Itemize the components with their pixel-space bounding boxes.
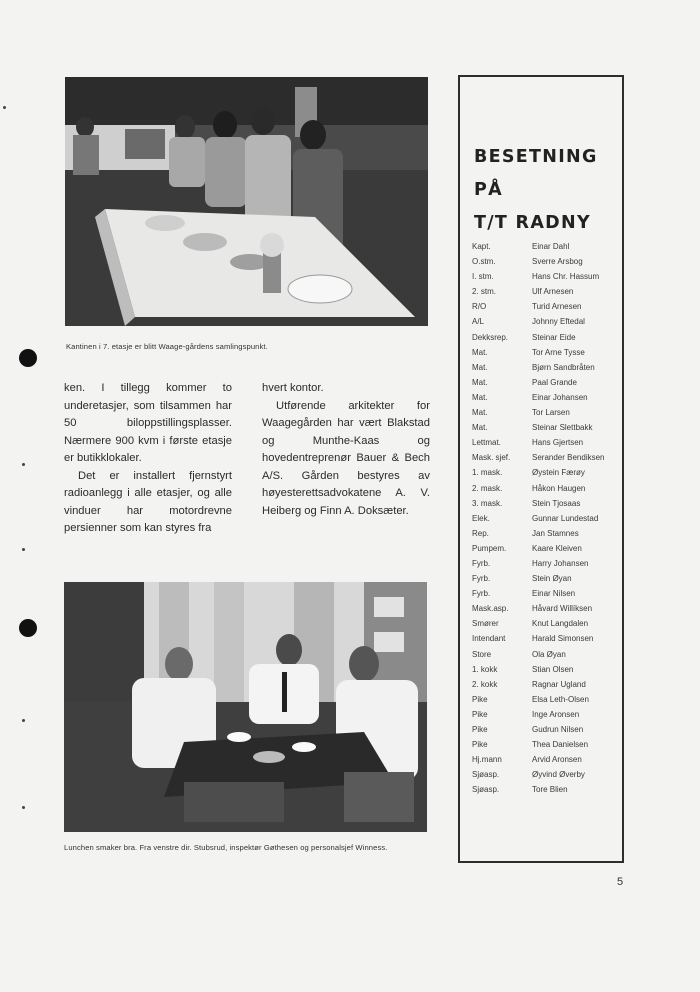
article-column-left [64,380,232,538]
crew-list-box [458,75,624,863]
crew-role: 1. mask. [472,468,503,478]
crew-title-line: T/T RADNY [474,213,591,233]
crew-name: Elsa Leth-Olsen [532,694,589,704]
article-paragraph: hvert kontor. [262,382,324,394]
crew-role: Kapt. [472,242,491,251]
crew-role: Dekksrep. [472,332,509,342]
crew-member-row [472,662,622,677]
crew-member-row [472,496,622,511]
crew-role: I. stm. [472,272,494,282]
crew-title-line: BESETNING PÅ [474,147,598,200]
crew-role: Mask. sjef. [472,453,511,463]
crew-name: Jan Stamnes [532,528,579,538]
crew-member-row [472,586,622,601]
crew-members [472,239,622,797]
crew-member-row [472,511,622,526]
crew-member-row [472,692,622,707]
binder-hole-top [19,349,37,367]
lunch-photo [64,582,427,832]
crew-member-row [472,345,622,360]
margin-mark [3,106,6,109]
crew-name: Einar Nilsen [532,589,576,599]
crew-member-row [472,375,622,390]
crew-name: Arvid Aronsen [532,755,582,765]
crew-name: Stein Øyan [532,574,572,584]
crew-member-row [472,752,622,767]
crew-name: Ragnar Ugland [532,679,586,689]
crew-name: Johnny Eftedal [532,317,585,327]
crew-name: Øystein Færøy [532,468,585,478]
crew-name: Einar Johansen [532,392,588,402]
crew-member-row [472,767,622,782]
crew-member-row [472,737,622,752]
crew-role: Pike [472,725,488,734]
crew-member-row [472,677,622,692]
crew-name: Sverre Arsbog [532,257,583,267]
crew-name: Håkon Haugen [532,483,586,493]
crew-name: Stian Olsen [532,664,574,674]
crew-role: Pumpem. [472,543,507,553]
canteen-photo-caption: Kantinen i 7. etasje er blitt Waage-gårdens samlingspunkt. [66,342,268,351]
crew-name: Tor Arne Tysse [532,347,585,357]
crew-name: Inge Aronsen [532,709,580,719]
crew-member-row [472,405,622,420]
crew-member-row [472,390,622,405]
crew-name: Øyvind Øverby [532,770,585,780]
crew-name: Serander Bendiksen [532,453,605,463]
crew-name: Tor Larsen [532,408,570,418]
crew-member-row [472,435,622,450]
crew-role: Sjøasp. [472,770,500,780]
crew-member-row [472,269,622,284]
binder-hole-bottom [19,619,37,637]
crew-role: Mask.asp. [472,604,509,614]
crew-role: Fyrb. [472,589,491,599]
crew-role: R/O [472,302,487,312]
crew-role: Mat. [472,408,488,418]
crew-member-row [472,360,622,375]
crew-name: Thea Danielsen [532,740,589,750]
crew-member-row [472,541,622,556]
crew-member-row [472,465,622,480]
crew-member-row [472,782,622,797]
crew-role: Mat. [472,377,488,387]
crew-member-row [472,314,622,329]
margin-mark [22,463,25,466]
crew-role: 2. stm. [472,287,497,297]
crew-name: Ola Øyan [532,649,566,659]
crew-role: Mat. [472,392,488,402]
crew-member-row [472,239,622,254]
crew-name: Einar Dahl [532,242,570,251]
crew-name: Gudrun Nilsen [532,725,584,734]
crew-role: Lettmat. [472,438,501,448]
crew-name: Stein Tjosaas [532,498,581,508]
crew-member-row [472,330,622,345]
crew-role: 2. mask. [472,483,503,493]
crew-name: Knut Langdalen [532,619,589,629]
page-number: 5 [617,876,624,888]
crew-role: Mat. [472,347,488,357]
crew-role: Pike [472,740,488,750]
crew-role: Mat. [472,362,488,372]
crew-list-title [474,141,634,240]
crew-role: Hj.mann [472,755,502,765]
crew-name: Steinar Slettbakk [532,423,593,433]
margin-mark [22,806,25,809]
crew-role: 3. mask. [472,498,503,508]
crew-member-row [472,254,622,269]
lunch-photo-caption: Lunchen smaker bra. Fra venstre dir. Stubsrud, inspektør Gøthesen og personalsjef Winness. [64,843,388,852]
crew-member-row [472,647,622,662]
crew-name: Hans Gjertsen [532,438,584,448]
crew-member-row [472,450,622,465]
article-paragraph: Utførende arkitekter for Waagegården har vært Blakstad og Munthe-Kaas og hovedentreprenør Bauer & Bech A/S. Gården bestyres av høyesterettsadvokatene A. V. Heiberg og Finn A. Doksæter. [262,399,430,517]
crew-role: Fyrb. [472,574,491,584]
canteen-photo [65,77,428,326]
crew-member-row [472,707,622,722]
crew-role: 1. kokk [472,664,498,674]
crew-member-row [472,481,622,496]
crew-member-row [472,284,622,299]
article-column-right [262,380,430,520]
crew-member-row [472,571,622,586]
crew-name: Harald Simonsen [532,634,594,644]
margin-mark [22,719,25,722]
crew-role: Pike [472,694,488,704]
margin-mark [22,548,25,551]
crew-name: Bjørn Sandbråten [532,362,595,372]
crew-name: Turid Arnesen [532,302,582,312]
crew-member-row [472,556,622,571]
crew-name: Hans Chr. Hassum [532,272,600,282]
crew-name: Tore Blien [532,785,568,795]
crew-role: Store [472,649,492,659]
crew-role: Sjøasp. [472,785,500,795]
crew-name: Harry Johansen [532,558,589,568]
article-paragraph: Det er installert fjernstyrt radioanlegg i alle etasjer, og alle vinduer har motordrevne persienner som kan styres fra [64,469,232,534]
crew-role: A/L [472,317,485,327]
crew-member-row [472,601,622,616]
crew-role: Rep. [472,528,489,538]
crew-role: 2. kokk [472,679,498,689]
crew-role: Fyrb. [472,558,491,568]
crew-name: Paal Grande [532,377,577,387]
crew-member-row [472,631,622,646]
crew-name: Håvard Willíksen [532,604,593,614]
crew-role: O.stm. [472,257,496,267]
crew-role: Smører [472,619,499,629]
crew-member-row [472,722,622,737]
crew-role: Pike [472,709,488,719]
crew-name: Ulf Arnesen [532,287,574,297]
crew-member-row [472,299,622,314]
crew-role: Elek. [472,513,490,523]
crew-name: Kaare Kleiven [532,543,582,553]
crew-role: Mat. [472,423,488,433]
article-paragraph: ken. I tillegg kommer to underetasjer, som tilsammen har 50 biloppstillingsplasser. Nærmere 900 kvm i første etasje er butikklokaler. [64,382,232,464]
crew-member-row [472,420,622,435]
crew-role: Intendant [472,634,506,644]
crew-name: Gunnar Lundestad [532,513,599,523]
crew-name: Steinar Eide [532,332,576,342]
crew-member-row [472,616,622,631]
crew-member-row [472,526,622,541]
